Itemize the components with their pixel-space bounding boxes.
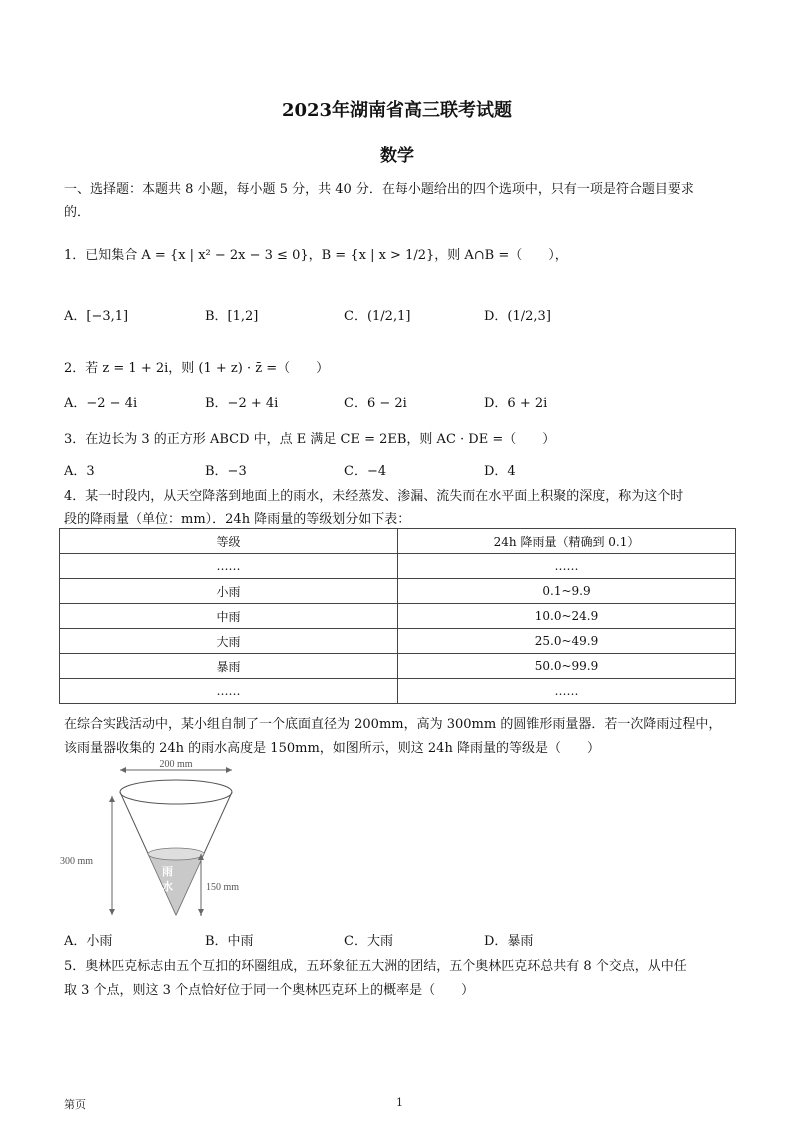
table-cell: 10.0~24.9	[398, 604, 736, 629]
q3-option-b: B．−3	[205, 464, 247, 479]
cone-top-ellipse	[120, 780, 232, 804]
table-cell: 暴雨	[60, 654, 398, 679]
table-cell: 大雨	[60, 629, 398, 654]
section-intro-line2: 的．	[64, 205, 91, 220]
q1-option-c: C．(1/2,1]	[344, 309, 411, 324]
q3-option-c: C．−4	[344, 464, 387, 479]
q2-option-d: D．6 + 2i	[484, 396, 548, 411]
water-arrow-bottom	[198, 909, 204, 915]
cone-rain-gauge-figure	[60, 760, 260, 925]
q3-option-a: A．3	[64, 464, 95, 479]
q2-option-b: B．−2 + 4i	[205, 396, 279, 411]
height-arrow-bottom	[109, 909, 115, 915]
q2-option-a: A．−2 − 4i	[64, 396, 138, 411]
q4-option-b: B．中雨	[205, 934, 254, 949]
table-cell: 50.0~99.9	[398, 654, 736, 679]
table-cell: ……	[398, 679, 736, 704]
table-cell: 小雨	[60, 579, 398, 604]
q2-option-c: C．6 − 2i	[344, 396, 407, 411]
rainfall-grade-table	[59, 528, 736, 704]
q4-option-c: C．大雨	[344, 934, 393, 949]
subject-title: 数学	[380, 146, 414, 166]
exam-title: 2023年湖南省高三联考试题	[281, 100, 513, 121]
table-cell: ……	[60, 554, 398, 579]
diameter-label: 200 mm	[159, 760, 193, 770]
q1-option-d: D．(1/2,3]	[484, 309, 551, 324]
table-row	[60, 654, 736, 679]
table-row	[60, 579, 736, 604]
q4-stem-line1: 4．某一时段内，从天空降落到地面上的雨水，未经蒸发、渗漏、流失而在水平面上积聚的深度，称为这个时	[64, 489, 684, 504]
height-label: 300 mm	[60, 856, 94, 867]
table-row	[60, 679, 736, 704]
q1-stem: 1．已知集合 A = {x | x² − 2x − 3 ≤ 0}，B = {x | x > 1/2}，则 A∩B =（ ），	[64, 248, 568, 263]
table-header-rainfall: 24h 降雨量（精确到 0.1）	[398, 529, 736, 554]
table-header-row	[60, 529, 736, 554]
table-cell: 0.1~9.9	[398, 579, 736, 604]
height-arrow-top	[109, 796, 115, 802]
water-label-char2: 水	[162, 880, 173, 893]
q1-option-b: B．[1,2]	[205, 309, 259, 324]
q4-after-line1: 在综合实践活动中，某小组自制了一个底面直径为 200mm，高为 300mm 的圆锥形雨量器．若一次降雨过程中，	[64, 717, 722, 732]
q5-stem-line2: 取 3 个点，则这 3 个点恰好位于同一个奥林匹克环上的概率是（ ）	[64, 983, 475, 998]
water-label-char1: 雨	[162, 865, 173, 878]
q5-stem-line1: 5．奥林匹克标志由五个互扣的环圈组成，五环象征五大洲的团结，五个奥林匹克环总共有 8 个交点，从中任	[64, 959, 687, 974]
water-fill	[148, 854, 204, 915]
table-cell: 中雨	[60, 604, 398, 629]
q4-stem-line2: 段的降雨量（单位：mm）．24h 降雨量的等级划分如下表：	[64, 512, 411, 527]
table-cell: 25.0~49.9	[398, 629, 736, 654]
q3-stem: 3．在边长为 3 的正方形 ABCD 中，点 E 满足 CE = 2EB，则 AC · DE =（ ）	[64, 432, 556, 447]
footer-page-number: 1	[396, 1096, 403, 1109]
diameter-arrow-right	[226, 767, 232, 773]
diameter-arrow-left	[120, 767, 126, 773]
q4-option-d: D．暴雨	[484, 934, 534, 949]
table-row	[60, 604, 736, 629]
q2-stem: 2．若 z = 1 + 2i，则 (1 + z) · z̄ =（ ）	[64, 361, 330, 376]
table-row	[60, 554, 736, 579]
q3-option-d: D．4	[484, 464, 516, 479]
q4-after-line2: 该雨量器收集的 24h 的雨水高度是 150mm，如图所示，则这 24h 降雨量的等级是（ ）	[64, 741, 600, 756]
q4-option-a: A．小雨	[64, 934, 113, 949]
table-header-grade: 等级	[60, 529, 398, 554]
water-height-label: 150 mm	[206, 882, 240, 893]
table-cell: ……	[60, 679, 398, 704]
section-intro-line1: 一、选择题：本题共 8 小题，每小题 5 分，共 40 分．在每小题给出的四个选项中，只有一项是符合题目要求	[64, 182, 694, 197]
table-cell: ……	[398, 554, 736, 579]
water-surface-ellipse	[148, 848, 204, 860]
footer-page-label: 第页	[64, 1098, 86, 1111]
table-row	[60, 629, 736, 654]
q1-option-a: A．[−3,1]	[64, 309, 129, 324]
